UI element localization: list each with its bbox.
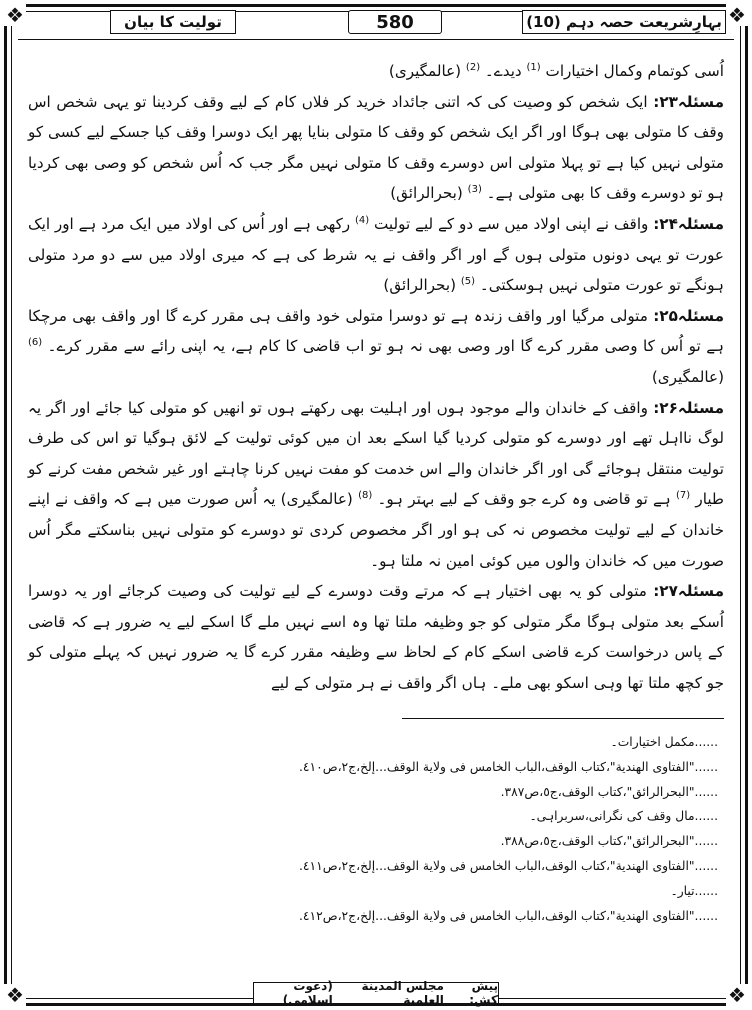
running-title: بہارِشریعت حصہ دہم (10) [522, 10, 726, 34]
footnote-item: ......"الفتاوی الهندیة"،کتاب الوقف،الباب الخامس فی ولایة الوقف...إلخ،ج٢،ص٤١١. [298, 858, 718, 873]
header-divider [18, 39, 734, 40]
section-title: تولیت کا بیان [110, 10, 236, 34]
footnote-item: ......"الفتاوی الهندیة"،کتاب الوقف،الباب الخامس فی ولایة الوقف...إلخ،ج٢،ص٤١٢. [298, 908, 718, 923]
footnote-item: ......مکمل اختیارات۔ [610, 735, 718, 749]
footnote-item: ......مال وقف کی نگرانی،سربراہی۔ [529, 809, 718, 824]
footnotes [40, 730, 718, 928]
footnote-item: ......"الفتاوی الهندیة"،کتاب الوقف،الباب الخامس فی ولایة الوقف...إلخ،ج٢،ص٤١٠. [298, 759, 718, 774]
masala-label: مسئلہ۲۷: [653, 582, 724, 601]
footnote-ref[interactable]: (7) [676, 490, 691, 502]
corner-ornament-icon: ❖ [726, 4, 748, 26]
main-text [28, 56, 724, 698]
masala-24: مسئلہ۲۴: واقف نے اپنی اولاد میں سے دو کے لیے تولیت $^{(4)}$ رکھی ہے اور اُس کی اولاد میں ایک مرد ہے اور ایک عورت تو یہی دونوں متولی ہوں گے اور اگر واقف نے یہ شرط کی ہے کہ میری اولاد میں سے دو مرد متولی ہونگے تو عورت متولی نہیں ہوسکتی۔ $^{(5)}$ (بحرالرائق) [28, 214, 724, 295]
footnote-item: ......"البحرالرائق"،کتاب الوقف،ج٥،ص٣٨٨. [500, 834, 718, 849]
corner-ornament-icon: ❖ [726, 984, 748, 1006]
masala-23: مسئلہ۲۳: ایک شخص کو وصیت کی کہ اتنی جائداد خرید کر فلاں کام کے لیے وقف کردینا تو یہی شخص اس وقف کا متولی بھی ہوگا اور اگر ایک شخص کو وقف کا متولی بنایا پھر ایک دوسرا وقف کیا جسکے لیے کسی کو متولی نہیں کیا ہے تو پہلا متولی اس دوسرے وقف کا متولی نہیں مگر جب کہ اُس شخص کو وصی بھی کردیا ہو تو دوسرے وقف کا بھی متولی ہے۔ $^{(3)}$ (بحرالرائق) [28, 92, 725, 203]
footnote-ref[interactable]: (5) [460, 276, 476, 288]
masala-25: مسئلہ۲۵: متولی مرگیا اور واقف زندہ ہے تو دوسرا متولی خود واقف ہی مقرر کرے گا اور واقف بھی مرچکا ہے تو اُس کا وصی مقرر کرے گا اور وصی بھی نہ ہو تو اب قاضی کا کام ہے، یہ اپنی رائے سے مقرر کرے۔ $^{(6)}$ (عالمگیری) [28, 306, 724, 386]
masala-label: مسئلہ۲۶: [653, 398, 724, 417]
footnote-ref[interactable]: (1) [526, 61, 541, 73]
source-citation: (عالمگیری) [388, 62, 462, 80]
footnote-ref[interactable]: (6) [28, 337, 43, 349]
presenter-label: پیش کش: [469, 979, 498, 1007]
footnote-ref[interactable]: (2) [465, 61, 481, 73]
page-number: 580 [348, 10, 442, 34]
page-header [18, 8, 734, 38]
organization-name: (دعوت اسلامی) [282, 979, 333, 1007]
source-citation: (بحرالرائق) [390, 184, 463, 203]
footnote-ref[interactable]: (3) [467, 184, 482, 196]
source-citation: (بحرالرائق) [383, 276, 457, 295]
page-footer [0, 979, 752, 1007]
footnote-item: ......تیار۔ [670, 883, 718, 898]
footnote-ref[interactable]: (4) [354, 214, 370, 226]
masala-27: مسئلہ۲۷: متولی کو یہ بھی اختیار ہے کہ مرتے وقت دوسرے کے لیے تولیت کی وصیت کرجائے اور یہ دوسرا اُسکے بعد متولی ہوگا مگر متولی کو جو وظیفہ ملتا تھا وہ اسے نہیں ملے گا اسکے لیے یہ ضرور ہے کہ قاضی کے پاس درخواست کرے قاضی اسکے کام کے لحاظ سے وظیفہ مقرر کرے گا یہ ضرور نہیں کہ پہلے متولی کو جو کچھ ملتا تھا وہی اسکو بھی ملے۔ ہاں اگر واقف نے ہر متولی کے لیے [28, 582, 724, 692]
publisher-name: مجلس المدينة العلمية [361, 979, 444, 1007]
publisher-box [253, 979, 499, 1007]
corner-ornament-icon: ❖ [4, 4, 26, 26]
masala-label: مسئلہ۲۵: [653, 306, 724, 325]
footnote-separator [402, 718, 724, 719]
footnote-ref[interactable]: (8) [358, 490, 373, 502]
source-citation: (عالمگیری) [651, 367, 724, 386]
masala-label: مسئلہ۲۴: [653, 214, 724, 233]
masala-label: مسئلہ۲۳: [653, 92, 725, 111]
paragraph-1: اُسی کوتمام وکمال اختیارات $^{(1)}$ دیدے۔ $^{(2)}$ (عالمگیری) [388, 61, 724, 80]
footnote-item: ......"البحرالرائق"،کتاب الوقف،ج٥،ص٣٨٧. [500, 784, 718, 799]
masala-26: مسئلہ۲۶: واقف کے خاندان والے موجود ہوں اور اہلیت بھی رکھتے ہوں تو انھیں کو متولی کیا جائے اور اگر یہ لوگ نااہل تھے اور دوسرے کو متولی کردیا گیا اسکے بعد ان میں کوئی تولیت کے لائق ہوگیا تو اس کی طرف تولیت منتقل ہوجائے گی اور اگر خاندان والے اس خدمت کو مفت نہیں کرنا چاہتے اور غیر شخص مفت کرنے کو طیار $^{(7)}$ ہے تو قاضی وہ کرے جو وقف کے لیے بہتر ہو۔ $^{(8)}$ (عالمگیری) یہ اُس صورت میں ہے کہ واقف نے اپنے خاندان کے لیے تولیت مخصوص نہ کی ہو اور اگر مخصوص کردی تو دوسرے کو متولی نہیں بناسکتے مگر اُس صورت میں کہ خاندان والوں میں کوئی امین نہ ملتا ہو۔ [28, 398, 725, 570]
corner-ornament-icon: ❖ [4, 984, 26, 1006]
